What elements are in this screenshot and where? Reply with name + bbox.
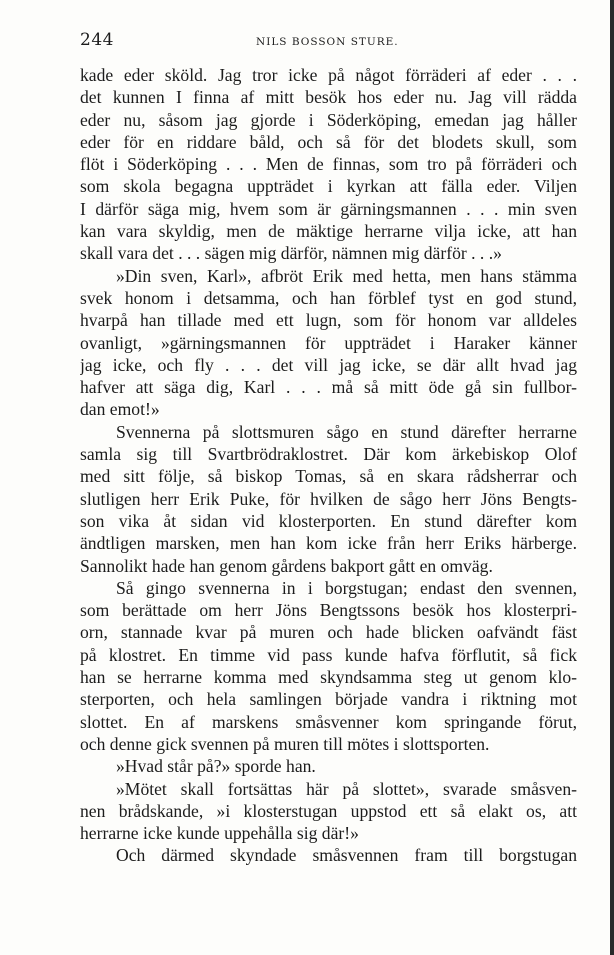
text-line: eder för en riddare båld, och så för det blodets skull, som xyxy=(80,131,577,152)
text-line: I därför säga mig, hvem som är gärningsmannen . . . min sven xyxy=(80,198,577,219)
text-line: orn, stannade kvar på muren och hade blicken oafvändt fäst xyxy=(80,622,577,643)
paragraph-start: »Din sven, Karl», afbröt Erik med hetta, men hans stämma xyxy=(116,265,577,286)
paragraph-start: »Hvad står på?» sporde han. xyxy=(116,756,316,777)
text-line: det kunnen I finna af mitt besök hos eder nu. Jag vill rädda xyxy=(80,87,577,108)
text-line: dan emot!» xyxy=(80,399,160,420)
text-line: flöt i Söderköping . . . Men de finnas, som tro på förräderi och xyxy=(80,154,577,175)
paragraph-start: Så gingo svennerna in i borgstugan; endast den svennen, xyxy=(116,577,577,598)
text-line: ovanligt, »gärningsmannen för uppträdet i Haraker känner xyxy=(80,332,577,353)
text-line: som berättade om herr Jöns Bengtssons besök hos klosterpri- xyxy=(80,600,577,621)
text-line: eder nu, såsom jag gjorde i Söderköping, emedan jag håller xyxy=(80,109,577,130)
page-number: 244 xyxy=(80,30,114,50)
text-line: skall vara det . . . sägen mig därför, nämnen mig därför . . .» xyxy=(80,243,502,264)
text-line: kade eder sköld. Jag tror icke på något förräderi af eder . . . xyxy=(80,65,577,85)
text-line: och denne gick svennen på muren till mötes i slottsporten. xyxy=(80,733,490,754)
text-line: han se herrarne komma med skyndsamma steg ut genom klo- xyxy=(80,667,577,688)
paragraph-start: »Mötet skall fortsättas här på slottet», svarade småsven- xyxy=(116,778,577,799)
paragraph-start: Svennerna på slottsmuren sågo en stund därefter herrarne xyxy=(116,421,577,442)
page-edge-shadow xyxy=(610,0,614,955)
body-text xyxy=(80,64,577,867)
running-head: NILS BOSSON STURE. xyxy=(256,36,399,48)
text-line: hafver att säga dig, Karl . . . må så mitt öde gå sin fullbor- xyxy=(80,377,577,398)
text-line: slottet. En af marskens småsvenner kom springande förut, xyxy=(80,711,577,732)
paragraph-start: Och därmed skyndade småsvennen fram till borgstugan xyxy=(116,845,577,866)
text-line: herrarne icke kunde uppehålla sig där!» xyxy=(80,823,359,844)
text-line: ändtligen marsken, men han kom icke från herr Eriks härberge. xyxy=(80,533,577,554)
text-line: son vika åt sidan vid klosterporten. En stund därefter kom xyxy=(80,510,577,531)
text-line: på klostret. En timme vid pass kunde hafva förflutit, så fick xyxy=(80,644,577,665)
text-line: samla sig till Svartbrödraklostret. Där kom ärkebiskop Olof xyxy=(80,444,577,465)
page-header xyxy=(80,30,580,54)
text-line: med sitt följe, så biskop Tomas, så en skara rådsherrar och xyxy=(80,466,577,487)
text-line: jag icke, och fly . . . det vill jag icke, se där allt hvad jag xyxy=(80,354,577,375)
text-line: nen brådskande, »i klosterstugan uppstod ett så elakt os, att xyxy=(80,800,577,821)
text-line: som skola begagna uppträdet i kyrkan att fälla eder. Viljen xyxy=(80,176,577,197)
text-line: Sannolikt hade han genom gårdens bakport gått en omväg. xyxy=(80,555,493,576)
text-line: kan vara skyldig, men de mäktige herrarne vilja icke, att han xyxy=(80,221,577,242)
text-line: sterporten, och hela samlingen började vandra i riktning mot xyxy=(80,689,577,710)
text-line: slutligen herr Erik Puke, för hvilken de sågo herr Jöns Bengts- xyxy=(80,488,577,509)
text-line: svek honom i detsamma, och han förblef tyst en god stund, xyxy=(80,287,577,308)
text-line: hvarpå han tillade med ett lugn, som för honom var alldeles xyxy=(80,310,577,331)
